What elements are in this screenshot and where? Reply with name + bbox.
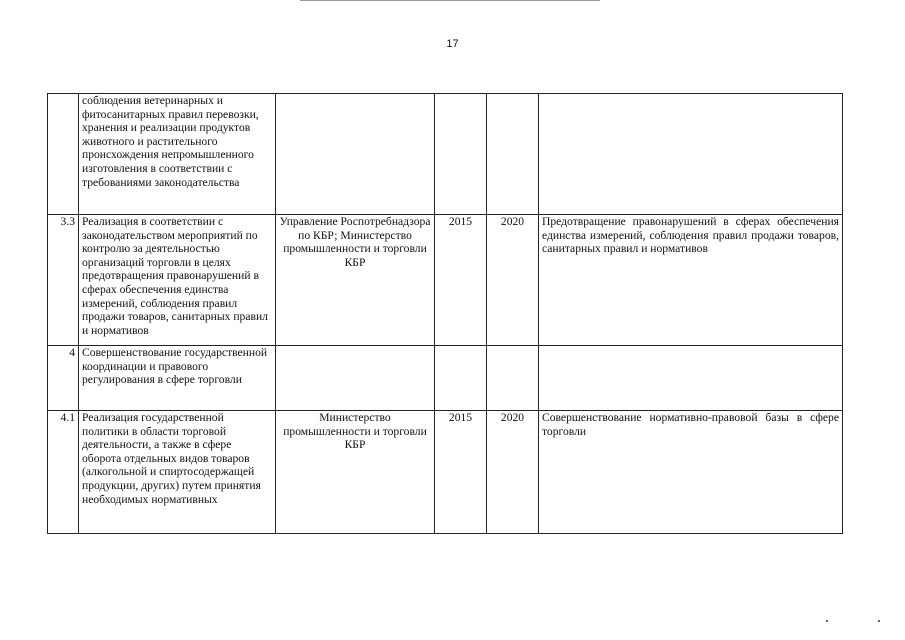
table-row [48,94,843,215]
row-number: 4.1 [48,411,79,534]
scan-speck [878,620,880,622]
row-number: 3.3 [48,215,79,346]
row-number: 4 [48,346,79,411]
measures-table [47,93,843,534]
page-number: 17 [446,38,459,50]
result-cell [539,94,843,215]
end-year-cell [487,94,539,215]
scan-speck [826,620,828,622]
activity-cell: Совершенствование государственной координации и правового регулирования в сфере торговли [79,346,276,411]
executor-cell: Управление Роспотребнадзора по КБР; Министерство промышленности и торговли КБР [276,215,435,346]
end-year-cell: 2020 [487,215,539,346]
table-row [48,411,843,534]
table-row [48,346,843,411]
start-year-cell [435,94,487,215]
result-cell: Предотвращение правонарушений в сферах обеспечения единства измерений, соблюдения правил продажи товаров, санитарных правил и нормативов [539,215,843,346]
row-number [48,94,79,215]
executor-cell [276,346,435,411]
end-year-cell: 2020 [487,411,539,534]
start-year-cell: 2015 [435,411,487,534]
end-year-cell [487,346,539,411]
start-year-cell: 2015 [435,215,487,346]
activity-cell: Реализация в соответствии с законодательством мероприятий по контролю за деятельностью организаций торговли в целях предотвращения правонарушений в сферах обеспечения единства измерений, соблюдения правил продажи товаров, санитарных правил и нормативов [79,215,276,346]
top-rule [300,0,600,1]
executor-cell [276,94,435,215]
result-cell: Совершенствование нормативно-правовой базы в сфере торговли [539,411,843,534]
activity-cell: Реализация государственной политики в области торговой деятельности, а также в сфере оборота отдельных видов товаров (алкогольной и спиртосодержащей продукции, других) путем принятия необходимых нормативных [79,411,276,534]
result-cell [539,346,843,411]
table-row [48,215,843,346]
activity-cell: соблюдения ветеринарных и фитосанитарных правил перевозки, хранения и реализации продуктов животного и растительного происхождения непромышленного изготовления в соответствии с требованиями законодательства [79,94,276,215]
executor-cell: Министерство промышленности и торговли КБР [276,411,435,534]
start-year-cell [435,346,487,411]
